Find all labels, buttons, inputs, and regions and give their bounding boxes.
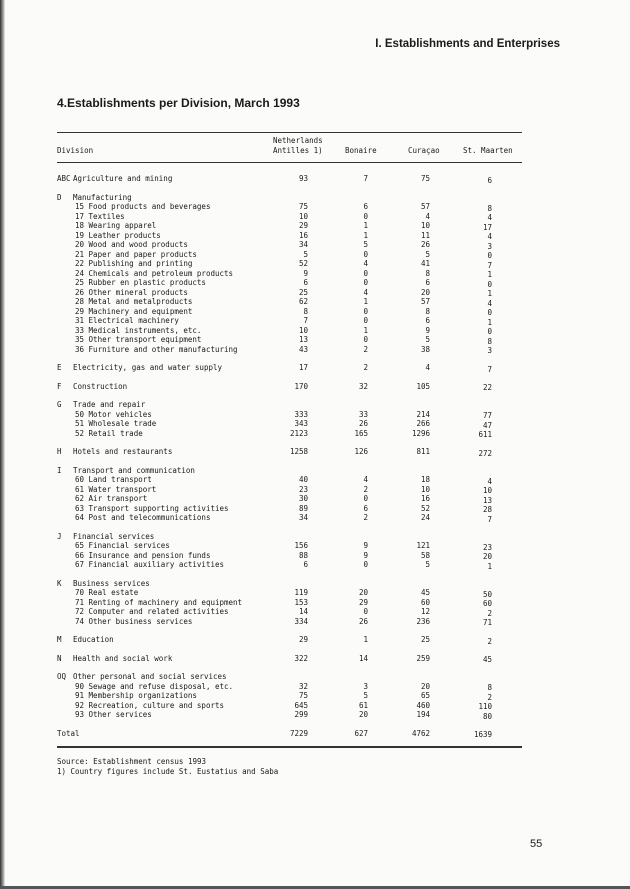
value-st-maarten: 0: [487, 279, 492, 289]
division-label: 19 Leather products: [75, 230, 161, 240]
division-label: 33 Medical instruments, etc.: [75, 325, 202, 335]
value-curacao: 8: [425, 268, 430, 278]
value-curacao: 24: [420, 513, 430, 522]
value-st-maarten: 1: [487, 317, 492, 327]
table-row: [57, 307, 497, 317]
value-curacao: 4: [425, 363, 430, 372]
value-bonaire: 0: [363, 560, 368, 569]
division-label: Construction: [73, 381, 128, 391]
value-bonaire: 4: [363, 287, 368, 297]
value-st-maarten: 22: [482, 383, 492, 392]
value-st-maarten: 1639: [473, 730, 492, 739]
value-bonaire: 9: [363, 550, 368, 560]
value-netherlands-antilles: 2123: [289, 428, 308, 438]
footnote-1: 1) Country figures include St. Eustatius and Saba: [57, 767, 279, 776]
table-row: [57, 588, 497, 598]
value-bonaire: 26: [358, 419, 368, 428]
column-header-curacao: Curaçao: [408, 146, 440, 155]
division-code: OQ: [57, 672, 67, 681]
value-bonaire: 33: [358, 409, 368, 419]
division-label: 51 Wholesale trade: [75, 419, 157, 428]
value-bonaire: 2: [363, 363, 368, 372]
value-st-maarten: 45: [482, 655, 492, 664]
table-row: [57, 607, 497, 617]
division-label: 72 Computer and related activities: [75, 607, 229, 616]
table-row: [57, 410, 497, 420]
value-netherlands-antilles: 7229: [289, 728, 308, 738]
division-code: E: [57, 363, 62, 372]
value-bonaire: 1: [363, 221, 368, 230]
value-st-maarten: 13: [482, 495, 492, 505]
value-bonaire: 0: [363, 249, 368, 259]
table-row: [57, 212, 497, 222]
table-row: [57, 551, 497, 561]
table-row: [57, 240, 497, 250]
value-netherlands-antilles: 89: [298, 503, 308, 513]
table-row: [57, 617, 497, 627]
value-bonaire: 7: [363, 174, 368, 183]
value-st-maarten: 3: [487, 346, 492, 355]
value-curacao: 12: [420, 607, 430, 616]
value-st-maarten: 4: [487, 213, 492, 222]
division-row: [57, 532, 497, 542]
header-rule: [57, 162, 522, 163]
table-row: [57, 269, 497, 279]
value-curacao: 121: [416, 541, 430, 550]
table-row: [57, 475, 497, 485]
value-netherlands-antilles: 23: [298, 484, 308, 494]
division-code: M: [57, 635, 62, 644]
division-label: 63 Transport supporting activities: [75, 503, 229, 513]
value-bonaire: 26: [358, 616, 368, 626]
table-row: [57, 504, 497, 514]
table-row: [57, 560, 497, 570]
division-row: [57, 382, 497, 392]
division-label: 29 Machinery and equipment: [75, 306, 193, 316]
division-label: 70 Real estate: [75, 588, 139, 597]
value-curacao: 11: [420, 230, 430, 240]
value-st-maarten: 20: [482, 552, 492, 561]
table-row: [57, 259, 497, 269]
division-label: Financial services: [73, 531, 155, 541]
value-st-maarten: 23: [482, 542, 492, 552]
value-st-maarten: 7: [487, 260, 492, 270]
value-bonaire: 0: [363, 211, 368, 221]
division-row: [57, 466, 497, 476]
value-netherlands-antilles: 153: [294, 597, 308, 607]
value-netherlands-antilles: 88: [298, 550, 308, 560]
division-label: Trade and repair: [73, 400, 146, 409]
value-curacao: 26: [420, 240, 430, 249]
value-curacao: 5: [425, 560, 430, 569]
division-label: 25 Rubber en plastic products: [75, 278, 206, 287]
division-label: 66 Insurance and pension funds: [75, 550, 211, 560]
value-curacao: 811: [416, 447, 430, 456]
division-row: [57, 174, 497, 184]
value-netherlands-antilles: 6: [303, 278, 308, 287]
division-label: Other personal and social services: [73, 672, 227, 681]
division-label: 21 Paper and paper products: [75, 249, 197, 259]
division-code: F: [57, 381, 62, 391]
value-st-maarten: 611: [478, 430, 492, 439]
value-netherlands-antilles: 322: [294, 653, 308, 663]
value-st-maarten: 1: [487, 270, 492, 279]
table-row: [57, 682, 497, 692]
division-label: 15 Food products and beverages: [75, 202, 211, 211]
table-title: 4.Establishments per Division, March 1993: [57, 96, 300, 110]
table-top-rule: [57, 132, 522, 133]
value-st-maarten: 80: [482, 711, 492, 721]
value-bonaire: 6: [363, 202, 368, 211]
value-st-maarten: 0: [487, 251, 492, 260]
division-code: G: [57, 400, 62, 409]
division-code: N: [57, 653, 62, 663]
value-curacao: 4: [425, 211, 430, 221]
division-label: Health and social work: [73, 653, 173, 663]
value-bonaire: 1: [363, 297, 368, 306]
division-label: 71 Renting of machinery and equipment: [75, 597, 243, 607]
value-bonaire: 5: [363, 240, 368, 249]
value-st-maarten: 47: [482, 420, 492, 430]
value-curacao: 194: [416, 710, 430, 719]
value-curacao: 52: [420, 503, 430, 513]
value-st-maarten: 4: [487, 298, 492, 308]
division-row: [57, 193, 497, 203]
value-st-maarten: 4: [487, 232, 492, 241]
division-code: K: [57, 578, 62, 588]
value-netherlands-antilles: 5: [303, 249, 308, 259]
value-st-maarten: 17: [482, 222, 492, 232]
value-bonaire: 0: [363, 494, 368, 503]
value-curacao: 259: [416, 653, 430, 663]
value-netherlands-antilles: 334: [294, 616, 308, 626]
value-bonaire: 20: [358, 710, 368, 719]
division-label: 74 Other business services: [75, 616, 193, 626]
value-bonaire: 0: [363, 335, 368, 344]
division-label: 20 Wood and wood products: [75, 240, 188, 249]
value-bonaire: 1: [363, 230, 368, 240]
division-label: 65 Financial services: [75, 541, 170, 550]
source-note: Source: Establishment census 1993: [57, 757, 207, 766]
value-bonaire: 5: [363, 691, 368, 700]
value-curacao: 65: [420, 691, 430, 700]
value-curacao: 57: [420, 202, 430, 211]
value-curacao: 5: [425, 335, 430, 344]
division-label: Hotels and restaurants: [73, 447, 173, 456]
value-st-maarten: 28: [482, 505, 492, 514]
value-netherlands-antilles: 119: [294, 588, 308, 597]
value-bonaire: 126: [354, 447, 368, 456]
value-bonaire: 0: [363, 306, 368, 316]
division-label: Agriculture and mining: [73, 174, 173, 183]
table-row: [57, 326, 497, 336]
value-curacao: 6: [425, 316, 430, 325]
value-netherlands-antilles: 6: [303, 560, 308, 569]
value-bonaire: 0: [363, 278, 368, 287]
value-bonaire: 1: [363, 635, 368, 644]
division-label: Electricity, gas and water supply: [73, 363, 223, 372]
division-label: 62 Air transport: [75, 494, 148, 503]
value-netherlands-antilles: 10: [298, 211, 308, 221]
value-netherlands-antilles: 40: [298, 475, 308, 484]
value-bonaire: 61: [358, 700, 368, 710]
division-label: 35 Other transport equipment: [75, 335, 202, 344]
division-label: Education: [73, 635, 114, 644]
table-bottom-rule: [57, 746, 522, 748]
value-netherlands-antilles: 75: [298, 202, 308, 211]
value-curacao: 5: [425, 249, 430, 259]
value-netherlands-antilles: 93: [298, 174, 308, 183]
table-row: [57, 701, 497, 711]
value-netherlands-antilles: 1258: [289, 447, 308, 456]
division-label: 90 Sewage and refuse disposal, etc.: [75, 681, 234, 691]
division-label: 18 Wearing apparel: [75, 221, 157, 230]
table-row: [57, 202, 497, 212]
value-curacao: 25: [420, 635, 430, 644]
table-row: [57, 494, 497, 504]
value-st-maarten: 8: [487, 336, 492, 346]
value-st-maarten: 8: [487, 203, 492, 213]
value-curacao: 236: [416, 616, 430, 626]
value-curacao: 10: [420, 221, 430, 230]
table-row: [57, 598, 497, 608]
table-row: [57, 710, 497, 720]
value-netherlands-antilles: 43: [298, 344, 308, 354]
division-label: 61 Water transport: [75, 484, 157, 494]
value-bonaire: 2: [363, 484, 368, 494]
value-curacao: 4762: [411, 728, 430, 738]
division-code: H: [57, 447, 62, 456]
value-netherlands-antilles: 62: [298, 297, 308, 306]
value-curacao: 8: [425, 306, 430, 316]
value-netherlands-antilles: 29: [298, 221, 308, 230]
value-netherlands-antilles: 156: [294, 541, 308, 550]
division-row: [57, 579, 497, 589]
value-netherlands-antilles: 52: [298, 259, 308, 268]
table-row: [57, 288, 497, 298]
division-row: [57, 654, 497, 664]
division-code: Total: [57, 728, 80, 738]
value-netherlands-antilles: 25: [298, 287, 308, 297]
value-curacao: 18: [420, 475, 430, 484]
value-st-maarten: 0: [487, 308, 492, 317]
column-header-na-line1: Netherlands: [273, 136, 323, 145]
value-bonaire: 2: [363, 513, 368, 522]
division-code: I: [57, 465, 62, 475]
value-st-maarten: 77: [482, 411, 492, 420]
division-code: J: [57, 531, 62, 541]
value-st-maarten: 110: [478, 702, 492, 711]
value-netherlands-antilles: 17: [298, 363, 308, 372]
table-row: [57, 691, 497, 701]
division-label: 50 Motor vehicles: [75, 409, 152, 419]
division-label: 22 Publishing and printing: [75, 259, 193, 268]
table-body: [57, 174, 497, 738]
division-label: 31 Electrical machinery: [75, 316, 179, 325]
division-row: [57, 447, 497, 457]
division-label: 24 Chemicals and petroleum products: [75, 268, 234, 278]
division-row: [57, 400, 497, 410]
value-bonaire: 2: [363, 344, 368, 354]
value-bonaire: 20: [358, 588, 368, 597]
value-curacao: 6: [425, 278, 430, 287]
value-netherlands-antilles: 170: [294, 381, 308, 391]
value-bonaire: 0: [363, 316, 368, 325]
value-curacao: 9: [425, 325, 430, 335]
value-netherlands-antilles: 34: [298, 240, 308, 249]
value-st-maarten: 6: [487, 175, 492, 185]
value-netherlands-antilles: 13: [298, 335, 308, 344]
column-header-st-maarten: St. Maarten: [463, 146, 513, 155]
value-st-maarten: 50: [482, 589, 492, 599]
division-label: 52 Retail trade: [75, 428, 143, 438]
footnotes: [57, 757, 278, 777]
value-netherlands-antilles: 30: [298, 494, 308, 503]
division-label: 17 Textiles: [75, 211, 125, 221]
page-number: 55: [530, 838, 543, 850]
table-row: [57, 419, 497, 429]
division-label: Transport and communication: [73, 465, 195, 475]
division-row: [57, 635, 497, 645]
value-bonaire: 0: [363, 268, 368, 278]
value-netherlands-antilles: 8: [303, 306, 308, 316]
value-bonaire: 9: [363, 541, 368, 550]
value-bonaire: 627: [354, 728, 368, 738]
division-code: D: [57, 192, 62, 202]
table-row: [57, 485, 497, 495]
value-netherlands-antilles: 14: [298, 607, 308, 616]
value-curacao: 60: [420, 597, 430, 607]
value-bonaire: 14: [358, 653, 368, 663]
value-curacao: 214: [416, 409, 430, 419]
table-row: [57, 231, 497, 241]
division-label: 36 Furniture and other manufacturing: [75, 344, 238, 354]
value-st-maarten: 8: [487, 683, 492, 692]
value-curacao: 57: [420, 297, 430, 306]
value-st-maarten: 1: [487, 289, 492, 298]
division-row: [57, 363, 497, 373]
scan-edge: [0, 0, 5, 889]
value-curacao: 10: [420, 484, 430, 494]
column-header-na-line2: Antilles 1): [273, 145, 323, 155]
division-label: Business services: [73, 578, 150, 588]
value-bonaire: 29: [358, 597, 368, 607]
value-netherlands-antilles: 16: [298, 230, 308, 240]
value-bonaire: 4: [363, 259, 368, 268]
value-bonaire: 4: [363, 475, 368, 484]
value-st-maarten: 3: [487, 241, 492, 251]
value-curacao: 38: [420, 344, 430, 354]
value-st-maarten: 4: [487, 476, 492, 486]
column-header-netherlands-antilles: [273, 136, 323, 155]
division-label: 64 Post and telecommunications: [75, 513, 211, 522]
value-curacao: 16: [420, 494, 430, 503]
value-st-maarten: 2: [487, 608, 492, 618]
value-st-maarten: 7: [487, 364, 492, 374]
value-st-maarten: 2: [487, 692, 492, 702]
value-curacao: 20: [420, 287, 430, 297]
division-label: 93 Other services: [75, 710, 152, 719]
value-curacao: 41: [420, 259, 430, 268]
value-bonaire: 0: [363, 607, 368, 616]
value-curacao: 75: [420, 174, 430, 183]
value-bonaire: 3: [363, 681, 368, 691]
value-curacao: 45: [420, 588, 430, 597]
value-netherlands-antilles: 34: [298, 513, 308, 522]
table-row: [57, 429, 497, 439]
total-row: [57, 729, 497, 739]
table-row: [57, 513, 497, 523]
value-curacao: 105: [416, 381, 430, 391]
value-netherlands-antilles: 333: [294, 409, 308, 419]
value-curacao: 58: [420, 550, 430, 560]
table-row: [57, 297, 497, 307]
value-bonaire: 32: [358, 381, 368, 391]
value-st-maarten: 2: [487, 636, 492, 646]
value-netherlands-antilles: 343: [294, 419, 308, 428]
value-netherlands-antilles: 10: [298, 325, 308, 335]
table-row: [57, 345, 497, 355]
table-row: [57, 541, 497, 551]
value-curacao: 266: [416, 419, 430, 428]
division-label: Manufacturing: [73, 192, 132, 202]
value-bonaire: 6: [363, 503, 368, 513]
division-label: 26 Other mineral products: [75, 287, 188, 297]
division-label: 28 Metal and metalproducts: [75, 297, 193, 306]
value-st-maarten: 10: [482, 486, 492, 495]
value-st-maarten: 71: [482, 618, 492, 627]
division-code: ABC: [57, 174, 71, 183]
value-st-maarten: 7: [487, 514, 492, 524]
value-bonaire: 1: [363, 325, 368, 335]
table-row: [57, 335, 497, 345]
value-netherlands-antilles: 645: [294, 700, 308, 710]
value-curacao: 1296: [411, 428, 430, 438]
table-row: [57, 250, 497, 260]
value-st-maarten: 1: [487, 561, 492, 571]
value-netherlands-antilles: 32: [298, 681, 308, 691]
value-netherlands-antilles: 9: [303, 268, 308, 278]
value-bonaire: 165: [354, 428, 368, 438]
section-header: I. Establishments and Enterprises: [375, 38, 560, 50]
division-label: 67 Financial auxiliary activities: [75, 560, 225, 569]
value-netherlands-antilles: 75: [298, 691, 308, 700]
column-header-division: Division: [57, 146, 94, 155]
division-row: [57, 672, 497, 682]
value-st-maarten: 60: [482, 599, 492, 608]
value-st-maarten: 272: [478, 448, 492, 458]
value-netherlands-antilles: 7: [303, 316, 308, 325]
value-curacao: 460: [416, 700, 430, 710]
value-netherlands-antilles: 29: [298, 635, 308, 644]
value-curacao: 20: [420, 681, 430, 691]
division-label: 92 Recreation, culture and sports: [75, 700, 225, 710]
table-row: [57, 316, 497, 326]
table-row: [57, 221, 497, 231]
table-row: [57, 278, 497, 288]
value-netherlands-antilles: 299: [294, 710, 308, 719]
column-header-bonaire: Bonaire: [345, 146, 377, 155]
value-st-maarten: 0: [487, 327, 492, 336]
division-label: 91 Membership organizations: [75, 691, 197, 700]
division-label: 60 Land transport: [75, 475, 152, 484]
